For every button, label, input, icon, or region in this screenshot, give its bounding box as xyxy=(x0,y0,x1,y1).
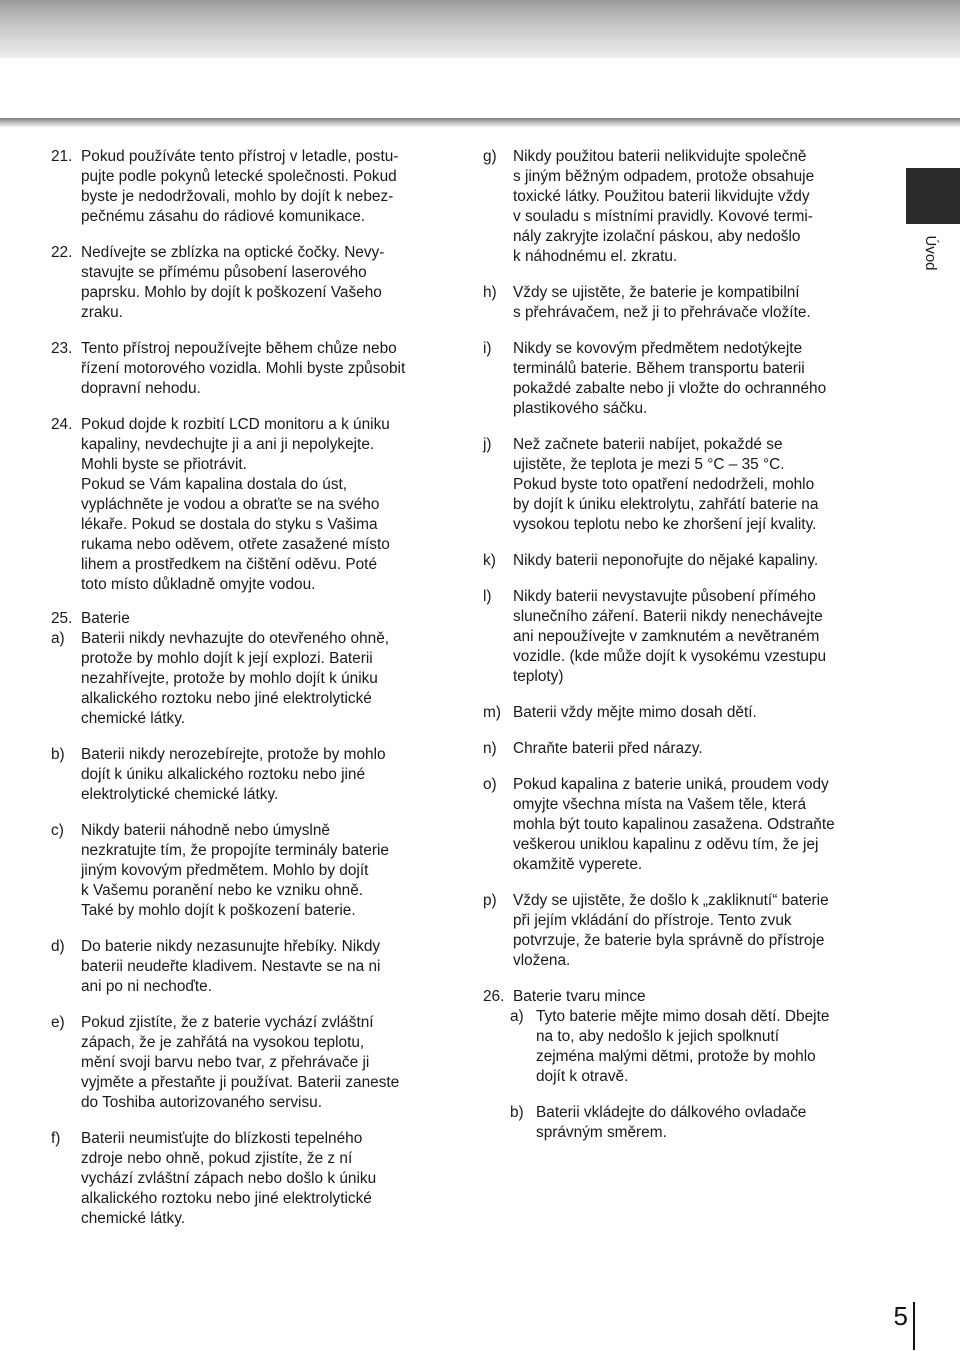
item-text-line: rukama nebo oděvem, otřete zasažené místo xyxy=(81,536,390,553)
battery-item-e xyxy=(51,1013,456,1113)
item-text-line: Pokud se Vám kapalina dostala do úst, xyxy=(81,476,348,493)
battery-item-c xyxy=(51,821,456,921)
item-text-line: nály zakryjte izolační páskou, aby nedošlo xyxy=(513,228,801,245)
item-text-line: by dojít k úniku elektrolytu, zahřátí baterie na xyxy=(513,496,819,513)
item-letter: n) xyxy=(483,740,497,757)
item-text-line: Vždy se ujistěte, že došlo k „zakliknutí“ baterie xyxy=(513,892,829,909)
item-text-line: byste je nedodržovali, mohlo by dojít k nebez- xyxy=(81,188,394,205)
item-letter: p) xyxy=(483,892,497,909)
item-text-line: protože by mohlo dojít k její explozi. Baterii xyxy=(81,650,373,667)
item-text-line: Baterii nikdy nevhazujte do otevřeného ohně, xyxy=(81,630,390,647)
item-text-line: Pokud používáte tento přístroj v letadle, postu- xyxy=(81,148,399,165)
item-letter: k) xyxy=(483,552,496,569)
item-text-line: Také by mohlo dojít k poškození baterie. xyxy=(81,902,356,919)
item-number: 23. xyxy=(51,340,73,357)
item-letter: j) xyxy=(483,436,492,453)
battery-item-i xyxy=(483,339,878,419)
list-item-21 xyxy=(51,147,456,227)
item-text-line: Než začnete baterii nabíjet, pokaždé se xyxy=(513,436,783,453)
item-text-line: Baterii vždy mějte mimo dosah dětí. xyxy=(513,704,757,721)
item-letter: m) xyxy=(483,704,501,721)
item-text-line: dopravní nehodu. xyxy=(81,380,201,397)
page-number-divider xyxy=(913,1302,915,1350)
item-text-line: Pokud zjistíte, že z baterie vychází zvláštní xyxy=(81,1014,374,1031)
coin-battery-item-b xyxy=(510,1103,878,1143)
item-text-line: dojít k otravě. xyxy=(536,1068,629,1085)
item-text-line: elektrolytické chemické látky. xyxy=(81,786,279,803)
item-letter: b) xyxy=(51,746,65,763)
item-text-line: Tento přístroj nepoužívejte během chůze nebo xyxy=(81,340,397,357)
item-text-line: zejména malými dětmi, protože by mohlo xyxy=(536,1048,816,1065)
item-text-line: nezkratujte tím, že propojíte terminály baterie xyxy=(81,842,389,859)
item-text-line: alkalického roztoku nebo jiné elektrolytické xyxy=(81,1190,372,1207)
item-text-line: do Toshiba autorizovaného servisu. xyxy=(81,1094,322,1111)
item-text-line: Baterii nikdy nerozebírejte, protože by mohlo xyxy=(81,746,386,763)
item-number: 25. xyxy=(51,610,73,627)
item-text-line: baterii neudeřte kladivem. Nestavte se na ni xyxy=(81,958,381,975)
item-text-line: Pokud dojde k rozbití LCD monitoru a k úniku xyxy=(81,416,390,433)
item-text-line: chemické látky. xyxy=(81,710,186,727)
battery-item-h xyxy=(483,283,878,323)
item-text-line: Baterii vkládejte do dálkového ovladače xyxy=(536,1104,807,1121)
item-text-line: vyjměte a přestaňte ji používat. Baterii zaneste xyxy=(81,1074,400,1091)
list-item-22 xyxy=(51,243,456,323)
item-text-line: teploty) xyxy=(513,668,564,685)
item-number: 22. xyxy=(51,244,73,261)
item-text-line: Pokud kapalina z baterie uniká, proudem vody xyxy=(513,776,829,793)
item-text-line: vypláchněte je vodou a obraťte se na svého xyxy=(81,496,380,513)
item-text-line: zdroje nebo ohně, pokud zjistíte, že z ní xyxy=(81,1150,353,1167)
item-text-line: zraku. xyxy=(81,304,123,321)
item-letter: l) xyxy=(483,588,492,605)
item-number: 24. xyxy=(51,416,73,433)
item-text-line: Do baterie nikdy nezasunujte hřebíky. Nikdy xyxy=(81,938,381,955)
item-letter: h) xyxy=(483,284,497,301)
list-item-23 xyxy=(51,339,456,399)
battery-item-d xyxy=(51,937,456,997)
item-heading: Baterie xyxy=(81,610,130,627)
item-text-line: řízení motorového vozidla. Mohli byste způsobit xyxy=(81,360,406,377)
item-letter: a) xyxy=(51,630,65,647)
battery-item-b xyxy=(51,745,456,805)
battery-item-n xyxy=(483,739,878,759)
item-text-line: pujte podle pokynů letecké společnosti. Pokud xyxy=(81,168,397,185)
item-text-line: okamžitě vyperete. xyxy=(513,856,643,873)
item-letter: e) xyxy=(51,1014,65,1031)
item-text-line: Pokud byste toto opatření nedodrželi, mohlo xyxy=(513,476,815,493)
battery-item-f xyxy=(51,1129,456,1229)
item-text-line: toxické látky. Použitou baterii likvidujte vždy xyxy=(513,188,810,205)
item-text-line: ujistěte, že teplota je mezi 5 °C – 35 °C. xyxy=(513,456,785,473)
item-text-line: mohla být touto kapalinou zasažena. Odstraňte xyxy=(513,816,835,833)
item-text-line: slunečního záření. Baterii nikdy nenechávejte xyxy=(513,608,823,625)
item-text-line: Vždy se ujistěte, že baterie je kompatibilní xyxy=(513,284,800,301)
battery-item-a xyxy=(51,629,456,729)
item-letter: d) xyxy=(51,938,65,955)
item-text-line: vozidle. (kde může dojít k vysokému vzestupu xyxy=(513,648,827,665)
item-text-line: Chraňte baterii před nárazy. xyxy=(513,740,703,757)
right-column xyxy=(483,147,878,1143)
item-text-line: Nikdy baterii nevystavujte působení přímého xyxy=(513,588,816,605)
item-text-line: stavujte se přímému působení laserového xyxy=(81,264,367,281)
battery-item-l xyxy=(483,587,878,687)
item-number: 21. xyxy=(51,148,73,165)
item-text-line: vysokou teplotu nebo ke zhoršení její kvality. xyxy=(513,516,817,533)
item-text-line: toto místo důkladně omyjte vodou. xyxy=(81,576,316,593)
item-text-line: alkalického roztoku nebo jiné elektrolytické xyxy=(81,690,372,707)
list-item-26 xyxy=(483,987,878,1007)
item-text-line: zápach, že je zahřátá na vysokou teplotu, xyxy=(81,1034,365,1051)
item-text-line: k náhodnému el. zkratu. xyxy=(513,248,678,265)
item-heading: Baterie tvaru mince xyxy=(513,988,646,1005)
item-text-line: lékaře. Pokud se dostala do styku s Vašima xyxy=(81,516,378,533)
item-text-line: dojít k úniku alkalického roztoku nebo jiné xyxy=(81,766,366,783)
item-text-line: Mohli byste se přiotrávit. xyxy=(81,456,247,473)
item-text-line: pečnému zásahu do rádiové komunikace. xyxy=(81,208,366,225)
item-number: 26. xyxy=(483,988,505,1005)
list-item-25 xyxy=(51,609,456,629)
item-text-line: paprsku. Mohlo by dojít k poškození Vašeho xyxy=(81,284,382,301)
item-text-line: plastikového sáčku. xyxy=(513,400,648,417)
item-text-line: Tyto baterie mějte mimo dosah dětí. Dbejte xyxy=(536,1008,830,1025)
item-text-line: Nikdy baterii neponořujte do nějaké kapaliny. xyxy=(513,552,819,569)
header-banner xyxy=(0,0,960,58)
battery-item-j xyxy=(483,435,878,535)
item-text-line: na to, aby nedošlo k jejich spolknutí xyxy=(536,1028,779,1045)
item-letter: f) xyxy=(51,1130,61,1147)
item-text-line: kapaliny, nevdechujte ji a ani ji nepolykejte. xyxy=(81,436,375,453)
list-item-24 xyxy=(51,415,456,595)
item-text-line: lihem a prostředkem na čištění oděvu. Poté xyxy=(81,556,377,573)
item-text-line: omyjte všechna místa na Vašem těle, která xyxy=(513,796,807,813)
item-text-line: Baterii neumisťujte do blízkosti tepelného xyxy=(81,1130,363,1147)
item-letter: i) xyxy=(483,340,492,357)
item-text-line: správným směrem. xyxy=(536,1124,667,1141)
section-tab-marker xyxy=(906,168,960,224)
item-text-line: k Vašemu poranění nebo ke vzniku ohně. xyxy=(81,882,364,899)
item-text-line: chemické látky. xyxy=(81,1210,186,1227)
item-text-line: vložena. xyxy=(513,952,571,969)
item-text-line: Nikdy se kovovým předmětem nedotýkejte xyxy=(513,340,803,357)
battery-item-k xyxy=(483,551,878,571)
item-text-line: v souladu s místními pravidly. Kovové termi- xyxy=(513,208,813,225)
item-letter: b) xyxy=(510,1104,524,1121)
item-text-line: Nikdy baterii náhodně nebo úmyslně xyxy=(81,822,330,839)
section-tab-label: Úvod xyxy=(922,235,939,271)
item-letter: o) xyxy=(483,776,497,793)
item-text-line: pokaždé zabalte nebo ji vložte do ochranného xyxy=(513,380,827,397)
item-letter: a) xyxy=(510,1008,524,1025)
item-text-line: s jiným běžným odpadem, protože obsahuje xyxy=(513,168,815,185)
left-column xyxy=(51,147,456,1229)
battery-item-o xyxy=(483,775,878,875)
item-text-line: potvrzuje, že baterie byla správně do přístroje xyxy=(513,932,825,949)
item-text-line: při jejím vkládání do přístroje. Tento zvuk xyxy=(513,912,792,929)
item-text-line: s přehrávačem, než ji to přehrávače vložíte. xyxy=(513,304,811,321)
item-text-line: veškerou uniklou kapalinu z oděvu tím, že jej xyxy=(513,836,819,853)
item-text-line: Nedívejte se zblízka na optické čočky. Nevy- xyxy=(81,244,385,261)
page-number: 5 xyxy=(893,1301,908,1331)
item-text-line: nezahřívejte, protože by mohlo dojít k úniku xyxy=(81,670,378,687)
item-text-line: Nikdy použitou baterii nelikvidujte společně xyxy=(513,148,807,165)
item-text-line: ani po ni nechoďte. xyxy=(81,978,212,995)
item-letter: c) xyxy=(51,822,64,839)
item-letter: g) xyxy=(483,148,497,165)
item-text-line: vychází zvláštní zápach nebo došlo k úniku xyxy=(81,1170,377,1187)
coin-battery-item-a xyxy=(510,1007,878,1087)
item-text-line: mění svoji barvu nebo tvar, z přehrávače ji xyxy=(81,1054,370,1071)
item-text-line: ani nepoužívejte v zamknutém a nevětraném xyxy=(513,628,820,645)
battery-item-p xyxy=(483,891,878,971)
battery-item-g xyxy=(483,147,878,267)
item-text-line: jiným kovovým předmětem. Mohlo by dojít xyxy=(81,862,369,879)
battery-item-m xyxy=(483,703,878,723)
header-rule xyxy=(0,118,960,127)
item-text-line: terminálů baterie. Během transportu baterii xyxy=(513,360,805,377)
